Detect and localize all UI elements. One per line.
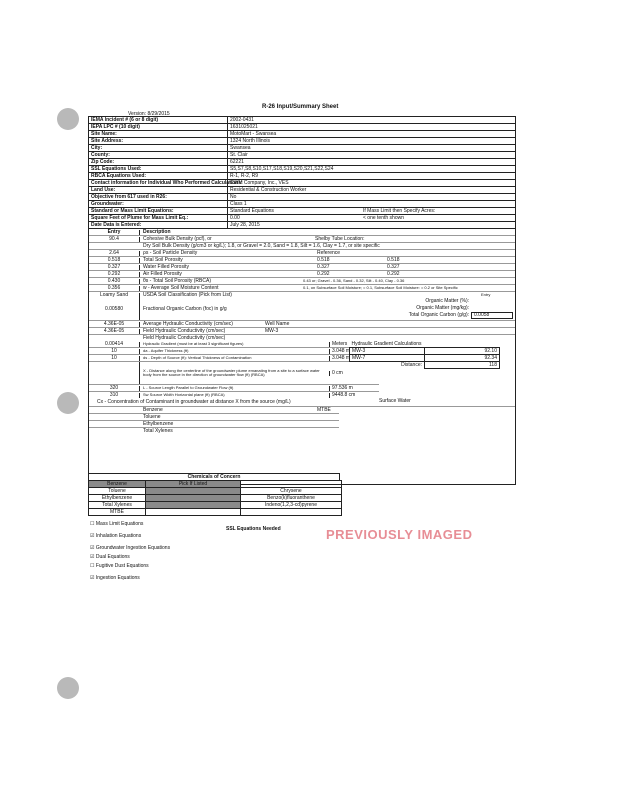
site-info-label: Standard or Mass Limit Equations:: [89, 208, 228, 215]
site-info-value-text: Standard Equations: [230, 207, 274, 214]
param-note: Entry: [481, 292, 491, 297]
concentration-chem: Toluene: [143, 413, 161, 420]
gradient-val: 9448.8 cm: [329, 393, 376, 398]
checkbox-label: Mass Limit Equations: [95, 521, 144, 527]
checkbox-checked-icon[interactable]: ☑: [90, 554, 95, 560]
param-desc: w - Average Soil Moisture Content: [143, 284, 219, 291]
site-info-value-text: 1324 North Illinois: [230, 137, 271, 144]
concentration-chem: Total Xylenes: [143, 427, 173, 434]
site-info-row: [89, 117, 516, 124]
params-header: [89, 229, 515, 236]
foc-entry[interactable]: 0.00580: [89, 298, 140, 320]
checkbox-empty-icon[interactable]: ☐: [90, 521, 95, 527]
site-info-value-text: Residential & Construction Worker: [230, 186, 307, 193]
site-info-value-text: MotoMart - Swansea: [230, 130, 277, 137]
organic-matter-label: Organic Matter (%):: [425, 298, 469, 304]
gradient-val: 3.048 m: [329, 349, 376, 354]
concentration-row: [89, 398, 515, 407]
gradient-row: [89, 348, 379, 355]
site-info-value[interactable]: [228, 201, 516, 208]
param-desc: Air Filled Porosity: [143, 270, 182, 277]
site-info-value-text: Swansea: [230, 144, 251, 151]
hydraulic-desc: Field Hydraulic Conductivity (cm/sec): [143, 327, 226, 334]
coc-row: [89, 502, 342, 509]
site-info-label: IEPA LPC # (10 digit): [89, 124, 228, 131]
checkbox-checked-icon[interactable]: ☑: [90, 545, 95, 551]
site-info-value[interactable]: [228, 145, 516, 152]
site-info-row: [89, 222, 516, 229]
site-info-row: [89, 138, 516, 145]
param-row: [89, 278, 515, 285]
site-info-value[interactable]: [228, 159, 516, 166]
distance-value[interactable]: 118: [425, 362, 500, 369]
site-info-row: [89, 145, 516, 152]
equation-checkbox[interactable]: [90, 575, 140, 581]
site-info-value[interactable]: [228, 215, 516, 222]
site-info-value-text: Class 1: [230, 200, 247, 207]
checkbox-checked-icon[interactable]: ☑: [90, 575, 95, 581]
site-info-value-text: R-1, R-2, R9: [230, 172, 259, 179]
site-info-value[interactable]: [228, 180, 516, 187]
organic-matter-mg-label: Organic Matter (mg/kg):: [416, 305, 469, 311]
coc-pick[interactable]: [146, 502, 241, 509]
gradient-calc-table: [349, 341, 500, 369]
param-ref2: 0.292: [387, 270, 400, 277]
entry-col-header: Entry: [89, 230, 140, 235]
gradient-val: 0 cm: [329, 371, 376, 376]
gradient-val: Meters: [329, 342, 376, 347]
foc-label: Fractional Organic Carbon (foc) in g/g: [143, 305, 227, 312]
site-info-label: County:: [89, 152, 228, 159]
site-info-row: [89, 208, 516, 215]
checkbox-label: Fugitive Dust Equations: [95, 563, 149, 569]
site-info-label: SSL Equations Used:: [89, 166, 228, 173]
site-info-table: [88, 116, 516, 229]
hydraulic-entry[interactable]: 4.36E-05: [89, 322, 140, 327]
site-info-label: Objective from 617 used in R26:: [89, 194, 228, 201]
param-row: [89, 243, 515, 250]
site-info-label: City:: [89, 145, 228, 152]
param-note: Reference: [317, 249, 341, 256]
gradient-val-1[interactable]: 92.10: [425, 348, 500, 355]
site-info-note: If Mass Limit then Specify Acres:: [363, 207, 436, 214]
site-info-value-text: CWM Company, Inc., VES: [230, 179, 289, 186]
hydraulic-desc: Average Hydraulic Conductivity (cm/sec): [143, 320, 233, 327]
param-row: [89, 257, 515, 264]
site-info-note: < one tenth shown: [363, 214, 405, 221]
concentration-chem: Ethylbenzene: [143, 420, 174, 427]
site-info-value[interactable]: [228, 117, 516, 124]
param-row: [89, 236, 515, 243]
site-info-row: [89, 166, 516, 173]
coc-right[interactable]: [241, 509, 342, 516]
coc-left[interactable]: MTBE: [89, 509, 146, 516]
checkbox-label: Ingestion Equations: [95, 575, 140, 581]
surface-water-label: Surface Water: [379, 398, 411, 404]
coc-table: [88, 480, 342, 516]
gradient-well-1[interactable]: MW-3: [350, 348, 425, 355]
checkbox-label: Inhalation Equations: [95, 533, 142, 539]
site-info-row: [89, 131, 516, 138]
site-info-label: Land Use:: [89, 187, 228, 194]
gradient-desc: Sw Source Width Horizontal plane (ft) (RBCA): [143, 392, 225, 397]
gradient-row: [89, 362, 379, 385]
site-info-label: Square Feet of Plume for Mass Limit Eq.:: [89, 215, 228, 222]
site-info-value-text: No: [230, 193, 237, 200]
param-row: [89, 271, 515, 278]
gradient-row: [89, 385, 379, 392]
equation-checkbox[interactable]: [90, 545, 170, 551]
param-desc: USDA Soil Classification (Pick from List): [143, 291, 232, 298]
coc-right[interactable]: Chrysene: [241, 488, 342, 495]
param-desc: ρs - Soil Particle Density: [143, 249, 198, 256]
gradient-desc: da - Aquifer Thickness (ft): [143, 348, 189, 353]
site-info-value[interactable]: [228, 222, 516, 229]
param-desc: Dry Soil Bulk Density (g/cm3 or kg/L); 1.8, or Gravel = 2.0, Sand = 1.8, Silt = 1.6, Clay = 1.7, or site specific: [143, 242, 380, 249]
site-info-value-text: St. Clair: [230, 151, 248, 158]
site-info-value[interactable]: [228, 131, 516, 138]
site-info-row: [89, 187, 516, 194]
param-row: [89, 285, 515, 292]
gradient-entry[interactable]: 10: [89, 356, 140, 361]
param-entry[interactable]: 0.292: [89, 272, 140, 277]
gradient-desc: Hydraulic Gradient (must be at least 3 significant figures): [143, 341, 244, 346]
gradient-entry[interactable]: 0.00414: [89, 342, 140, 347]
site-info-value-text: 0.00: [230, 214, 240, 221]
coc-pick[interactable]: [146, 488, 241, 495]
coc-left[interactable]: Ethylbenzene: [89, 495, 146, 502]
coc-pick[interactable]: [146, 495, 241, 502]
gradient-desc: L - Source Length Parallel to Groundwater Flow (ft): [143, 385, 234, 390]
version-label: Version: 8/29/2015: [128, 111, 170, 117]
param-entry[interactable]: 2.64: [89, 251, 140, 256]
concentration-mtbe: MTBE: [317, 406, 331, 413]
distance-label: Distance:: [401, 361, 422, 368]
param-entry[interactable]: Loamy Sand: [89, 293, 140, 298]
coc-pick[interactable]: [146, 509, 241, 516]
gradient-val: 97.536 m: [329, 386, 376, 391]
hydraulic-well: Well Name: [265, 320, 290, 327]
coc-row: [89, 481, 342, 488]
param-entry[interactable]: 0.518: [89, 258, 140, 263]
hydraulic-row: [89, 328, 515, 335]
hydraulic-row: [89, 321, 515, 328]
gradient-val: 3.048 m: [329, 356, 376, 361]
site-info-value[interactable]: [228, 194, 516, 201]
site-info-value[interactable]: [228, 208, 516, 215]
parameters-block: [88, 229, 516, 485]
coc-right[interactable]: Benzo(k)fluoranthene: [241, 495, 342, 502]
site-info-row: [89, 124, 516, 131]
site-info-label: Site Address:: [89, 138, 228, 145]
gradient-desc: X - Distance along the centerline of the groundwater plume emanating from a site to a surface water body from the source in the direction of groundwater flow (ft) (RBCA): [143, 368, 320, 377]
param-ref1: 0.292: [317, 270, 330, 277]
hydraulic-desc: Field Hydraulic Conductivity (cm/sec): [143, 334, 226, 341]
ssl-needed-label: SSL Equations Needed: [226, 526, 281, 532]
coc-right[interactable]: [241, 481, 342, 488]
checkbox-checked-icon[interactable]: ☑: [90, 533, 95, 539]
previously-imaged-stamp: PREVIOUSLY IMAGED: [326, 527, 473, 542]
gradient-entry[interactable]: 10: [89, 349, 140, 354]
site-info-value[interactable]: [228, 152, 516, 159]
site-info-value-text: 62221: [230, 158, 244, 165]
gradient-row: [89, 341, 379, 348]
param-desc: θs - Total Soil Porosity (RBCA): [143, 277, 211, 284]
site-info-value[interactable]: [228, 138, 516, 145]
param-desc: Water Filled Porosity: [143, 263, 189, 270]
toc-value[interactable]: 0.0058: [471, 312, 513, 319]
param-entry[interactable]: 0.327: [89, 265, 140, 270]
coc-row: [89, 495, 342, 502]
coc-left[interactable]: Benzene: [89, 481, 146, 488]
coc-left[interactable]: Total Xylenes: [89, 502, 146, 509]
gradient-entry[interactable]: 310: [89, 393, 140, 398]
equation-checkbox[interactable]: [90, 521, 143, 527]
site-info-label: Date Data is Entered:: [89, 222, 228, 229]
site-info-label: Zip Code:: [89, 159, 228, 166]
punch-hole-middle: [57, 392, 79, 414]
site-info-value[interactable]: [228, 124, 516, 131]
site-info-row: [89, 173, 516, 180]
param-note: 0.43 or; Gravel - 0.36, Sand - 0.32, Silt - 0.40, Clay - 0.36: [303, 278, 405, 283]
gradient-entry[interactable]: 320: [89, 386, 140, 391]
hydraulic-well: MW-3: [265, 327, 279, 334]
site-info-row: [89, 180, 516, 187]
site-info-value-text: 1631025021: [230, 123, 258, 130]
concentration-item: [89, 414, 339, 421]
coc-row: [89, 488, 342, 495]
site-info-row: [89, 215, 516, 222]
site-info-value[interactable]: [228, 173, 516, 180]
concentration-label: Cx - Concentration of Contaminant in groundwater at distance X from the source (mg/L): [97, 398, 291, 405]
site-info-row: [89, 201, 516, 208]
equation-checkbox[interactable]: [90, 554, 130, 560]
gradient-desc: ds - Depth of Source (ft): Vertical Thickness of Contamination: [143, 355, 252, 360]
param-ref1: 0.518: [317, 256, 330, 263]
equation-checkbox[interactable]: [90, 563, 149, 569]
punch-hole-bottom: [57, 677, 79, 699]
param-desc: Cohesive Bulk Density (pcf), or: [143, 235, 212, 242]
sheet-title: R-26 Input/Summary Sheet: [262, 104, 339, 110]
param-desc: Total Soil Porosity: [143, 256, 183, 263]
site-info-label: Groundwater:: [89, 201, 228, 208]
site-info-label: Site Name:: [89, 131, 228, 138]
coc-right[interactable]: Indeno(1,2,3-cd)pyrene: [241, 502, 342, 509]
checkbox-empty-icon[interactable]: ☐: [90, 563, 95, 569]
site-info-value-text: S5,S7,S8,S10,S17,S18,S19,S20,S21,S22,S24: [230, 165, 334, 172]
concentration-chem: Benzene: [143, 406, 163, 413]
gradient-well-2[interactable]: MW-7: [350, 355, 425, 362]
gradient-val-2[interactable]: 92.34: [425, 355, 500, 362]
toc-label: Total Organic Carbon (g/g):: [408, 312, 469, 318]
param-entry[interactable]: 0.356: [89, 286, 140, 291]
coc-title: Chemicals of Concern: [88, 473, 340, 481]
param-ref1: 0.327: [317, 263, 330, 270]
site-info-value[interactable]: [228, 187, 516, 194]
site-info-value-text: July 28, 2015: [230, 221, 260, 228]
organic-carbon-row: [89, 298, 515, 321]
site-info-row: [89, 159, 516, 166]
param-ref2: 0.518: [387, 256, 400, 263]
checkbox-label: Dual Equations: [95, 554, 130, 560]
gradient-calc-title: Hydraulic Gradient Calculations: [351, 340, 422, 347]
equation-checkbox[interactable]: [90, 533, 141, 539]
gradient-entry[interactable]: [89, 362, 140, 384]
param-note: Shelby Tube Location:: [315, 235, 365, 242]
site-info-row: [89, 194, 516, 201]
punch-hole-top: [57, 108, 79, 130]
gradient-row: [89, 355, 379, 362]
site-info-label: Contact information for Individual Who Performed Calculations:: [89, 180, 228, 187]
param-entry[interactable]: 90.4: [89, 237, 140, 242]
coc-row: [89, 509, 342, 516]
param-row: [89, 250, 515, 257]
param-ref2: 0.327: [387, 263, 400, 270]
site-info-label: RBCA Equations Used:: [89, 173, 228, 180]
site-info-value-text: 2002-0431: [230, 116, 254, 123]
param-note: 0.1, on Subsurface Soil Moisture; = 0.1, Subsurface Soil Moisture: = 0.2 or Site Specific: [303, 285, 458, 290]
site-info-value[interactable]: [228, 166, 516, 173]
checkbox-label: Groundwater Ingestion Equations: [95, 545, 171, 551]
input-summary-sheet: [88, 116, 516, 485]
param-row: [89, 264, 515, 271]
concentration-item: [89, 407, 339, 414]
coc-left[interactable]: Toluene: [89, 488, 146, 495]
site-info-row: [89, 152, 516, 159]
concentration-item: [89, 428, 339, 434]
coc-pick-header: Pick If Listed: [146, 481, 241, 488]
param-entry[interactable]: 0.430: [89, 279, 140, 284]
site-info-label: IEMA Incident # (6 or 8 digit): [89, 117, 228, 124]
description-col-header: Description: [143, 228, 171, 235]
concentration-item: [89, 421, 339, 428]
hydraulic-entry[interactable]: 4.36E-05: [89, 329, 140, 334]
